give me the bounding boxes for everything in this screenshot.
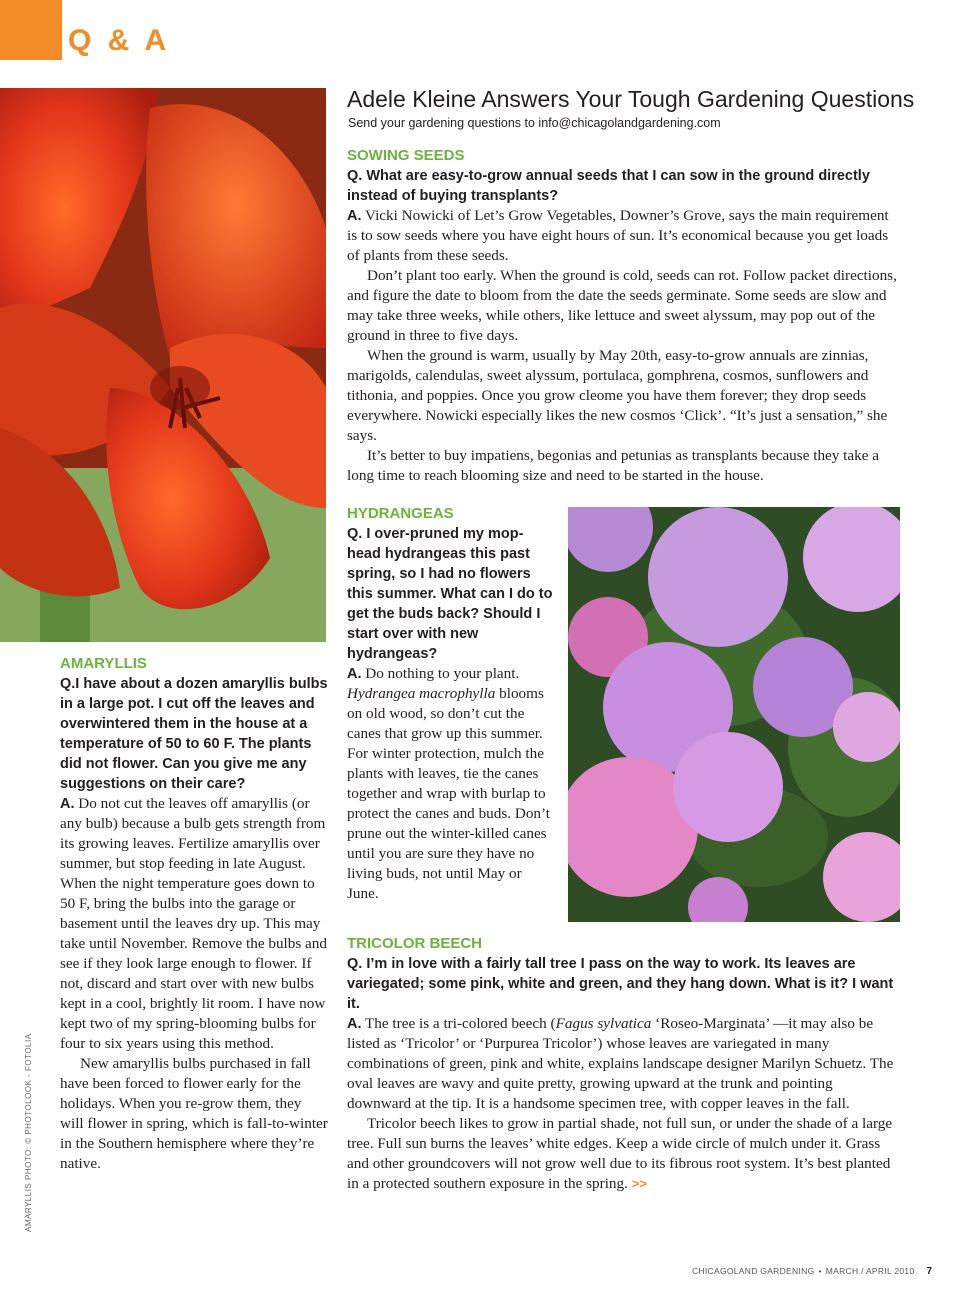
- topic-heading: SOWING SEEDS: [347, 147, 465, 164]
- body-paragraph: New amaryllis bulbs purchased in fall have been forced to flower early for the holidays. When you re-grow them, they will flower in spring, which is fall-to-winter in the Southern hemisphere where they’re native.: [60, 1055, 328, 1172]
- tricolor-beech-section: [347, 934, 900, 1194]
- question-text: Q.I have about a dozen amaryllis bulbs in a large pot. I cut off the leaves and overwintered them in the house at a temperature of 50 to 60 F. The plants did not flower. Can you give me any suggestions on their care?: [60, 676, 328, 792]
- amaryllis-photo: [0, 88, 326, 642]
- answer-lead: A.: [60, 796, 75, 812]
- hydrangeas-section: [347, 504, 555, 904]
- answer-text: ‘Roseo-Marginata’ —it may also be listed as ‘Tricolor’ or ‘Purpurea Tricolor’) whose leaves are variegated in many combinations of green, pink and white, explains landscape designer Marilyn Schuetz. The oval leaves are wavy and quite pretty, growing upward at the trunk and pointing downward at the tip. It is a handsome specimen tree, with copper leaves in the fall.: [347, 1015, 894, 1112]
- answer-text: The tree is a tri-colored beech (: [361, 1015, 556, 1032]
- answer-paragraph: [60, 794, 328, 1054]
- botanical-name: Fagus sylvatica: [555, 1015, 652, 1032]
- sowing-seeds-section: [347, 146, 900, 486]
- answer-paragraph: [347, 206, 900, 266]
- body-paragraph: When the ground is warm, usually by May 20th, easy-to-grow annuals are zinnias, marigolds, calendulas, sweet alyssum, portulaca, gomphrena, cosmos, sunflowers and tithonia, and poppies. Once you grow cleome you have them forever; they drop seeds everywhere. Nowicki especially likes the new cosmos ‘Click’. “It’s just a sensation,” she says.: [347, 347, 888, 444]
- botanical-name: Hydrangea macrophylla: [347, 685, 496, 702]
- answer-lead: A.: [347, 666, 362, 682]
- question-text: Q. What are easy-to-grow annual seeds that I can sow in the ground directly instead of buying transplants?: [347, 168, 870, 204]
- question-text: Q. I’m in love with a fairly tall tree I pass on the way to work. Its leaves are variegated; some pink, white and green, and they hang down. What is it? I want it.: [347, 956, 894, 1012]
- magazine-name: CHICAGOLAND GARDENING: [692, 1266, 815, 1276]
- header-accent-bar: [0, 0, 62, 60]
- issue-date: MARCH / APRIL 2010: [825, 1266, 915, 1276]
- body-paragraph: [347, 1114, 900, 1194]
- article-subtitle: Send your gardening questions to info@chicagolandgardening.com: [348, 116, 721, 130]
- body-paragraph: Don’t plant too early. When the ground is cold, seeds can rot. Follow packet directions, and figure the date to bloom from the date the seeds germinate. Some seeds are slow and may take three weeks, while others, like lettuce and sweet alyssum, may pop out of the ground in three to five days.: [347, 267, 897, 344]
- answer-text: Vicki Nowicki of Let’s Grow Vegetables, Downer’s Grove, says the main requirement is to sow seeds where you have eight hours of sun. It’s economical because you get loads of plants from these seeds.: [347, 207, 889, 264]
- answer-paragraph: [347, 664, 555, 904]
- answer-paragraph: [347, 1014, 900, 1114]
- amaryllis-flower-image: [0, 88, 326, 642]
- answer-text: Do not cut the leaves off amaryllis (or any bulb) because a bulb gets strength from its growing leaves. Fertilize amaryllis over summer, but stop feeding in late August. When the night temperature goes down to 50 F, bring the bulbs into the garage or basement until the leaves dry up. This may take until November. Remove the bulbs and see if they look large enough to flower. If not, discard and start over with new bulbs kept in a cool, brightly lit room. I have now kept two of my spring-blooming bulbs for four to six years using this method.: [60, 795, 327, 1052]
- question-text: Q. I over-pruned my mop-head hydrangeas this past spring, so I had no flowers this summer. What can I do to get the buds back? Should I start over with new hydrangeas?: [347, 526, 553, 662]
- answer-lead: A.: [347, 208, 362, 224]
- page-footer: [692, 1266, 932, 1277]
- page-number: 7: [926, 1266, 933, 1277]
- answer-text: blooms on old wood, so don’t cut the canes that grow up this summer. For winter protection, mulch the plants with leaves, tie the canes together and wrap with burlap to protect the canes and buds. Don’t prune out the winter-killed canes until you are sure they have no living buds, not until May or June.: [347, 685, 551, 902]
- topic-heading: AMARYLLIS: [60, 655, 147, 672]
- topic-heading: HYDRANGEAS: [347, 505, 454, 522]
- topic-heading: TRICOLOR BEECH: [347, 935, 482, 952]
- answer-text: Do nothing to your plant.: [361, 665, 520, 682]
- photo-credit: AMARYLLIS PHOTO: © PHOTOLOOK - FOTOLIA: [24, 1033, 33, 1232]
- hydrangea-photo: [568, 507, 900, 922]
- article-title: Adele Kleine Answers Your Tough Gardening Questions: [347, 86, 915, 112]
- amaryllis-section: [60, 654, 328, 1174]
- footer-separator: •: [818, 1266, 822, 1276]
- hydrangea-flower-image: [568, 507, 900, 922]
- body-text: Tricolor beech likes to grow in partial shade, not full sun, or under the shade of a large tree. Full sun burns the leaves’ white edges. Keep a wide circle of mulch under it. Grass and other groundcovers will not grow well due to its fibrous root system. It’s best planted in a protected southern exposure in the spring.: [347, 1115, 893, 1192]
- body-paragraph: It’s better to buy impatiens, begonias and petunias as transplants because they take a long time to reach blooming size and need to be started in the house.: [347, 447, 880, 484]
- section-label: Q & A: [68, 24, 171, 57]
- answer-lead: A.: [347, 1016, 362, 1032]
- continue-marker: >>: [631, 1176, 647, 1191]
